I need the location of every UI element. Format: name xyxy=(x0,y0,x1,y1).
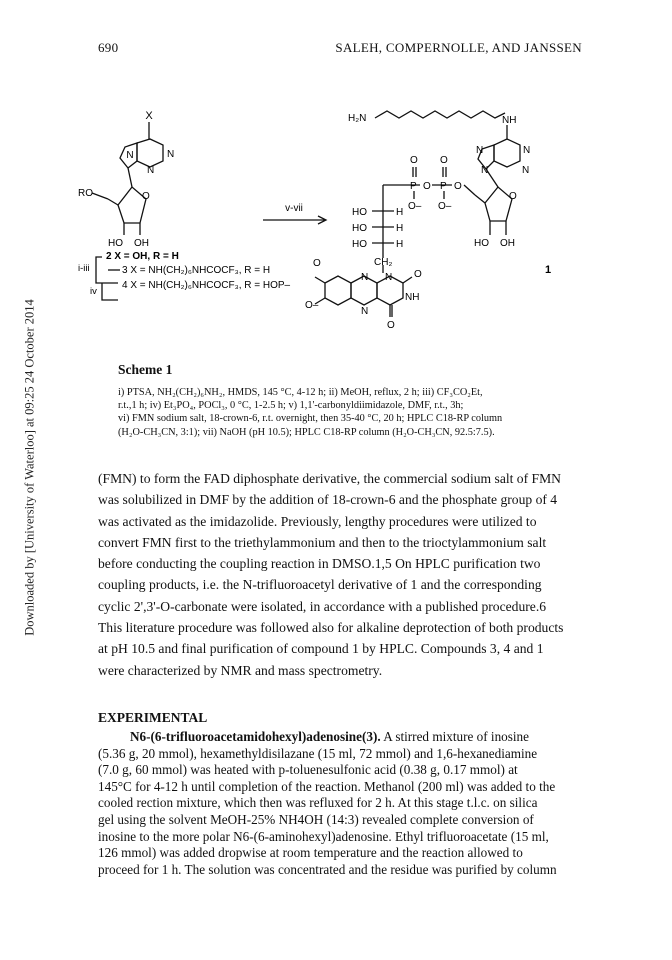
experimental-line: (7.0 g, 60 mmol) was heated with p-toluenesulfonic acid (0.38 g, 0.17 mmol) at xyxy=(98,762,518,778)
body-line: at pH 10.5 and final purification of compound 1 by HPLC. Compounds 3, 4 and 1 xyxy=(98,641,544,657)
o-atom-label: O xyxy=(414,269,422,280)
experimental-line: 145°C for 4-12 h until completion of the reaction. Methanol (200 ml) was added to the xyxy=(98,778,556,794)
body-line: (FMN) to form the FAD diphosphate derivative, the commercial sodium salt of FMN xyxy=(98,471,561,486)
n-atom-label: N xyxy=(147,165,155,176)
ro-label: RO xyxy=(78,188,93,199)
experimental-first-line xyxy=(98,729,588,746)
compound-2-label: 2 X = OH, R = H xyxy=(106,251,179,262)
oh-label: OH xyxy=(500,238,515,249)
compound-3-label: 3 X = NH(CH₂)₆NHCOCF₃, R = H xyxy=(122,265,271,276)
ho-label: HO xyxy=(352,207,367,218)
body-line: convert FMN first to the triethylammonium and then to the trioctylammonium salt xyxy=(98,534,547,550)
nh-label: NH xyxy=(405,292,420,303)
n-atom-label: N xyxy=(476,145,484,156)
h-label: H xyxy=(396,239,404,250)
experimental-line: gel using the solvent MeOH-25% NH4OH (14:3) revealed complete conversion of xyxy=(98,811,534,827)
conditions-line: i) PTSA, NH₂(CH₂)₆NH₂, HMDS, 145 °C, 4-12 h; ii) MeOH, reflux, 2 h; iii) CF₃CO₂Et, xyxy=(118,387,483,398)
body-line: was activated as the imidazolide. Previously, lengthy procedures were utilized to xyxy=(98,513,537,529)
n-atom-label: N xyxy=(522,165,530,176)
ho-label: HO xyxy=(108,238,123,249)
experimental-heading: EXPERIMENTAL xyxy=(98,710,208,725)
ho-label: HO xyxy=(352,223,367,234)
experimental-line: cooled rection mixture, which then was refluxed for 2 h. At this stage t.l.c. on silica xyxy=(98,795,538,811)
ho-label: HO xyxy=(474,238,489,249)
n-atom-label: N xyxy=(167,149,175,160)
reaction-arrow-label: v-vii xyxy=(285,203,303,214)
body-line: were characterized by NMR and mass spectrometry. xyxy=(98,662,383,678)
compound-4-label: 4 X = NH(CH₂)₆NHCOCF₃, R = HOP– xyxy=(122,280,291,291)
oh-label: OH xyxy=(134,238,149,249)
conditions-line: vi) FMN sodium salt, 18-crown-6, r.t. overnight, then 35-40 °C, 20 h; HPLC C18-RP column xyxy=(118,413,503,425)
scheme-conditions xyxy=(118,386,598,439)
o-atom-label: O xyxy=(410,155,418,166)
o-atom-label: O xyxy=(454,181,462,192)
experimental-line: (5.36 g, 20 mmol), hexamethyldisilazane (15 ml, 72 mmol) and 1,6-hexanediamine xyxy=(98,745,538,761)
o-atom-label: O xyxy=(387,320,395,331)
o-atom-label: O xyxy=(423,181,431,192)
h-label: H xyxy=(396,223,404,234)
nh-label: NH xyxy=(502,115,517,126)
h-label: H xyxy=(396,207,404,218)
c4-o-bottom: O– xyxy=(305,300,319,311)
scheme-title: Scheme 1 xyxy=(118,362,173,377)
p-atom-label: P xyxy=(440,181,447,192)
experimental-subheading: N6-(6-trifluoroacetamidohexyl)adenosine(3). xyxy=(130,729,381,744)
download-notice: Downloaded by [University of Waterloo] at 09:25 24 October 2014 xyxy=(22,299,37,636)
h2n-label: H₂N xyxy=(348,113,367,124)
n-atom-label: N xyxy=(385,272,393,283)
experimental-line: A stirred mixture of inosine xyxy=(383,729,530,744)
o-atom-label: O xyxy=(440,155,448,166)
o-minus-label: O– xyxy=(408,201,422,212)
ho-label: HO xyxy=(352,239,367,250)
n-atom-label: N xyxy=(523,145,531,156)
o-atom-label: O xyxy=(509,191,517,202)
n-atom-label: N xyxy=(361,306,369,317)
c4-o-top: O xyxy=(313,258,321,269)
route-i-iii-label: i-iii xyxy=(78,263,90,274)
experimental-line: proceed for 1 h. The solution was concentrated and the residue was purified by column xyxy=(98,861,557,877)
page-number: 690 xyxy=(98,40,119,55)
running-title: SALEH, COMPERNOLLE, AND JANSSEN xyxy=(335,40,582,55)
conditions-line: r.t.,1 h; iv) Et₃PO₄, POCl₃, 0 °C, 1-2.5 h; v) 1,1'-carbonyldiimidazole, DMF, r.t., 3h; xyxy=(118,400,464,412)
experimental-line: 126 mmol) was added dropwise at room temperature and the reaction allowed to xyxy=(98,845,523,861)
body-line: cyclic 2',3'-O-carbonate were isolated, in accordance with a published procedure.6 xyxy=(98,598,547,614)
n-atom-label: N xyxy=(126,150,134,161)
body-line: This literature procedure was followed also for alkaline deprotection of both products xyxy=(98,620,564,636)
n-atom-label: N xyxy=(361,272,369,283)
experimental-line: inosine to the more polar N6-(6-aminohexyl)adenosine. Ethyl trifluoroacetate (15 ml, xyxy=(98,828,549,844)
route-iv-label: iv xyxy=(90,286,97,297)
compound-1-label: 1 xyxy=(545,264,552,276)
body-line: before conducting the coupling reaction in DMSO.1,5 On HPLC purification two xyxy=(98,556,541,572)
conditions-line: (H₂O-CH₃CN, 3:1); vii) NaOH (pH 10.5); HPLC C18-RP column (H₂O-CH₃CN, 92.5:7.5). xyxy=(118,426,495,438)
o-atom-label: O xyxy=(142,191,150,202)
substituent-x-label: X xyxy=(145,110,153,122)
scheme-figure xyxy=(80,95,600,360)
n-atom-label: N xyxy=(481,165,489,176)
experimental-text xyxy=(98,729,588,878)
o-minus-label: O– xyxy=(438,201,452,212)
body-line: was solubilized in DMF by the addition of 18-crown-6 and the phosphate group of 4 xyxy=(98,492,558,508)
body-line: coupling products, i.e. the N-trifluoroacetyl derivative of 1 and the corresponding xyxy=(98,577,542,593)
body-paragraph xyxy=(98,468,588,681)
ch2-label: CH₂ xyxy=(374,257,393,268)
p-atom-label: P xyxy=(410,181,417,192)
